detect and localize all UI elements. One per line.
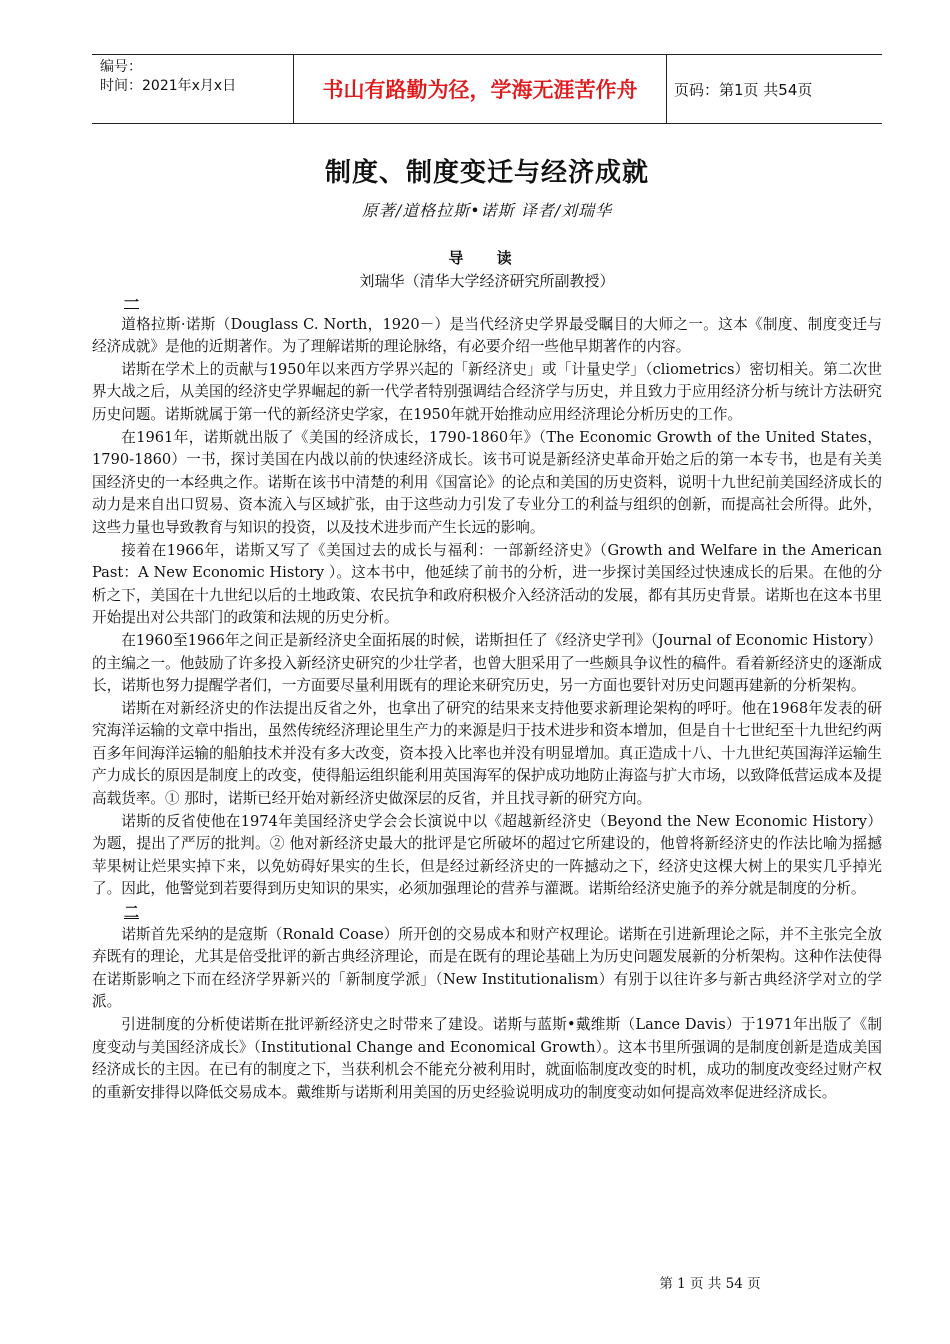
header-motto: 书山有路勤为径，学海无涯苦作舟	[322, 78, 638, 102]
paragraph: 在1961年，诺斯就出版了《美国的经济成长，1790-1860年》（The Economic Growth of the United States，1790-1860）一书，探讨美国在内战以前的快速经济成长。该书可说是新经济史革命开始之后的第一本专书，也是有关美国经济史的一本经典之作。诺斯在该书中清楚的利用《国富论》的论点和美国的历史资料，说明十九世纪前美国经济成长的动力是来自出口贸易、资本流入与区域扩张，由于这些动力引发了专业分工的利益与组织的创新，而提高社会所得。此外，这些力量也导致教育与知识的投资，以及技术进步而产生长远的影响。	[92, 428, 882, 536]
page-footer: 第 1 页 共 54 页	[659, 1276, 761, 1292]
paragraph: 诺斯的反省使他在1974年美国经济史学会会长演说中以《超越新经济史（Beyond the New Economic History）为题，提出了严厉的批判。② 他对新经济史最大的批评是它所破坏的超过它所建设的，他曾将新经济史的作法比喻为摇撼苹果树让烂果实掉下来，以免妨碍好果实的生长，但是经过新经济史的一阵撼动之下，经济史这棵大树上的果实几乎掉光了。因此，他警觉到若要得到历史知识的果实，必须加强理论的营养与灌溉。诺斯给经济史施予的养分就是制度的分析。	[92, 812, 882, 898]
paragraph: 诺斯首先采纳的是寇斯（Ronald Coase）所开创的交易成本和财产权理论。诺斯在引进新理论之际，并不主张完全放弃既有的理论，尤其是倍受批评的新古典经济理论，而是在既有的理论基础上为历史问题发展新的分析架构。这种作法使得在诺斯影响之下而在经济学界新兴的「新制度学派」（New Institutionalism）有别于以往许多与新古典经济学对立的学派。	[92, 925, 882, 1011]
article-body	[92, 291, 882, 1104]
paragraph: 诺斯在学术上的贡献与1950年以来西方学界兴起的「新经济史」或「计量史学」（cliometrics）密切相关。第二次世界大战之后，从美国的经济史学界崛起的新一代学者特别强调结合经济学与历史，并且致力于应用经济分析与统计方法研究历史问题。诺斯就属于第一代的新经济史学家，在1950年就开始推动应用经济理论分析历史的工作。	[92, 360, 882, 423]
paragraph: 接着在1966年，诺斯又写了《美国过去的成长与福利：一部新经济史》（Growth and Welfare in the American Past：A New Economic History ）。这本书中，他延续了前书的分析，进一步探讨美国经过快速成长的后果。在他的分析之下，美国在十九世纪以后的土地政策、农民抗争和政府积极介入经济活动的发展，都有其历史背景。诺斯也在这本书里开始提出对公共部门的政策和法规的历史分析。	[92, 541, 882, 627]
header-divider	[666, 55, 667, 123]
document-title: 制度、制度变迁与经济成就	[324, 158, 649, 188]
section-heading: 一	[124, 293, 140, 311]
number-label: 编号：	[100, 59, 142, 75]
paragraph: 道格拉斯·诺斯（Douglass C. North，1920－）是当代经济史学界最受瞩目的大师之一。这本《制度、制度变迁与经济成就》是他的近期著作。为了理解诺斯的理论脉络，有必要介绍一些他早期著作的内容。	[92, 315, 882, 356]
guide-author: 刘瑞华（清华大学经济研究所副教授）	[359, 272, 615, 290]
section-heading: 二	[124, 903, 140, 922]
byline: 原著/道格拉斯•诺斯 译者/刘瑞华	[361, 201, 613, 220]
header-meta	[92, 55, 292, 123]
paragraph: 在1960至1966年之间正是新经济史全面拓展的时候，诺斯担任了《经济史学刊》（Journal of Economic History）的主编之一。他鼓励了许多投入新经济史研究的少壮学者，也曾大胆采用了一些颇具争议性的稿件。看着新经济史的逐渐成长，诺斯也努力提醒学者们，一方面要尽量利用既有的理论来研究历史，另一方面也要针对历史问题再建新的分析架构。	[92, 631, 882, 695]
time-label: 时间：2021年x月x日	[100, 78, 237, 94]
paragraph: 引进制度的分析使诺斯在批评新经济史之时带来了建设。诺斯与蓝斯•戴维斯（Lance Davis）于1971年出版了《制度变动与美国经济成长》（Institutional Change and Economical Growth）。这本书里所强调的是制度创新是造成美国经济成长的主因。在已有的制度之下，当获利机会不能充分被利用时，就面临制度改变的时机，成功的制度改变经过财产权的重新安排得以降低交易成本。戴维斯与诺斯利用美国的历史经验说明成功的制度变动如何提高效率促进经济成长。	[92, 1016, 882, 1101]
guide-heading: 导 读	[448, 249, 526, 267]
header-page-info: 页码：第1页 共54页	[674, 80, 813, 99]
header-table	[92, 54, 882, 124]
paragraph: 诺斯在对新经济史的作法提出反省之外，也拿出了研究的结果来支持他要求新理论架构的呼吁。他在1968年发表的研究海洋运输的文章中指出，虽然传统经济理论里生产力的来源是归于技术进步和资本增加，但是自十七世纪至十九世纪约两百多年间海洋运输的船舶技术并没有多大改变，资本投入比率也并没有明显增加。真正造成十八、十九世纪英国海洋运输生产力成长的原因是制度上的改变，使得船运组织能利用英国海军的保护成功地防止海盗与扩大市场，以致降低营运成本及提高载货率。① 那时，诺斯已经开始对新经济史做深层的反省，并且找寻新的研究方向。	[92, 699, 882, 808]
